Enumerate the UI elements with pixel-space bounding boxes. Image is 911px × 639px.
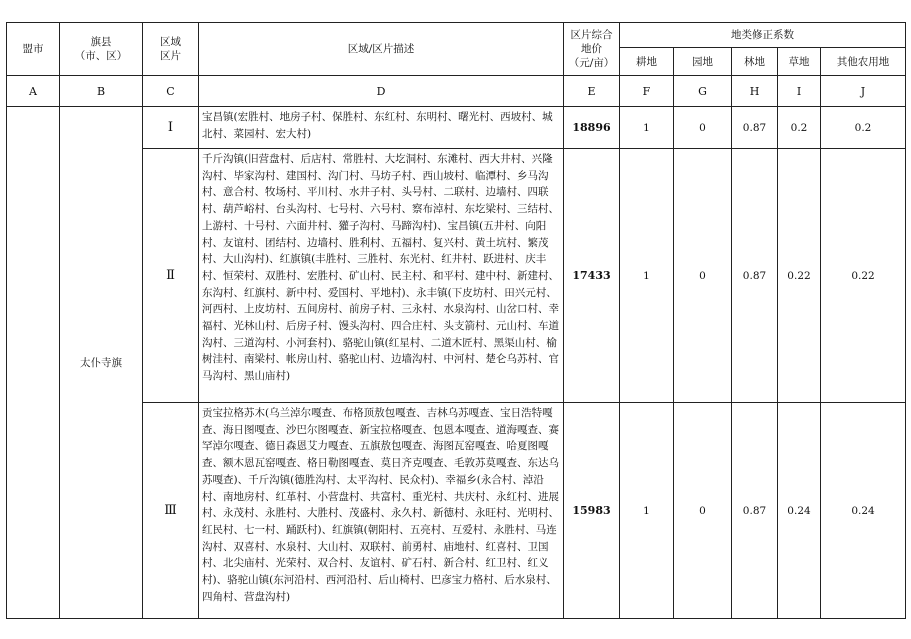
header-forest: 林地 xyxy=(732,48,778,76)
letter-j: J xyxy=(821,76,906,107)
coef-orchard: 0 xyxy=(674,107,732,149)
coef-orchard: 0 xyxy=(674,403,732,619)
zone-price: 15983 xyxy=(564,403,620,619)
coef-farmland: 1 xyxy=(620,149,674,403)
letter-d: D xyxy=(199,76,564,107)
letter-f: F xyxy=(620,76,674,107)
zone-label: Ⅲ xyxy=(143,403,199,619)
coef-grassland: 0.22 xyxy=(778,149,821,403)
letter-i: I xyxy=(778,76,821,107)
letter-b: B xyxy=(60,76,143,107)
coef-farmland: 1 xyxy=(620,107,674,149)
zone-description: 贡宝拉格苏木(乌兰淖尔嘎查、布格顶敖包嘎查、吉林乌苏嘎查、宝日浩特嘎查、海日图嘎查、沙巴尔图嘎查、新宝拉格嘎查、包恩本嘎查、道海嘎查、赛罕淖尔嘎查、德日森恩艾力嘎查、五旗敖包嘎查、海图瓦窑嘎查、哈夏图嘎查、额木恩瓦窑嘎查、格日勒图嘎查、莫日齐克嘎查、毛敦苏莫嘎查、东达乌苏嘎查)、千斤沟镇(德胜沟村、太平沟村、民众村)、幸福乡(永合村、淖沿村、南地房村、红革村、小营盘村、共富村、重光村、共庆村、永红村、进展村、永茂村、永胜村、大胜村、茂盛村、永久村、新德村、永旺村、光明村、红民村、七一村、踊跃村)、红旗镇(朝阳村、五亮村、互爱村、永胜村、马连沟村、双喜村、水泉村、大山村、双联村、前勇村、庙地村、红喜村、卫国村、北尖庙村、光荣村、双合村、友谊村、矿石村、新合村、红卫村、红义村)、骆驼山镇(东河沿村、西河沿村、后山椅村、巴彦宝力格村、后水泉村、四角村、营盘沟村) xyxy=(199,403,564,619)
coef-other-agri: 0.24 xyxy=(821,403,906,619)
coef-forest: 0.87 xyxy=(732,149,778,403)
zone-label: Ⅱ xyxy=(143,149,199,403)
county-name: 太仆寺旗 xyxy=(60,107,143,619)
coef-orchard: 0 xyxy=(674,149,732,403)
coef-other-agri: 0.2 xyxy=(821,107,906,149)
header-price: 区片综合 地价 （元/亩） xyxy=(564,23,620,76)
coef-grassland: 0.2 xyxy=(778,107,821,149)
coef-other-agri: 0.22 xyxy=(821,149,906,403)
letter-e: E xyxy=(564,76,620,107)
header-grassland: 草地 xyxy=(778,48,821,76)
header-farmland: 耕地 xyxy=(620,48,674,76)
header-league: 盟市 xyxy=(7,23,60,76)
land-price-table xyxy=(6,22,906,619)
header-zone: 区域 区片 xyxy=(143,23,199,76)
header-description: 区域/区片描述 xyxy=(199,23,564,76)
coef-forest: 0.87 xyxy=(732,107,778,149)
letter-g: G xyxy=(674,76,732,107)
letter-h: H xyxy=(732,76,778,107)
coef-farmland: 1 xyxy=(620,403,674,619)
zone-price: 17433 xyxy=(564,149,620,403)
league-cell xyxy=(7,107,60,619)
header-other-agri: 其他农用地 xyxy=(821,48,906,76)
letter-c: C xyxy=(143,76,199,107)
coef-forest: 0.87 xyxy=(732,403,778,619)
header-coef-group: 地类修正系数 xyxy=(620,23,906,48)
zone-description: 宝昌镇(宏胜村、地房子村、保胜村、东红村、东明村、曙光村、西坡村、城北村、菜园村、宏大村) xyxy=(199,107,564,149)
coef-grassland: 0.24 xyxy=(778,403,821,619)
zone-description: 千斤沟镇(旧营盘村、后店村、常胜村、大圪洞村、东滩村、西大井村、兴隆沟村、毕家沟村、建国村、沟门村、马坊子村、西山坡村、临潭村、乡马沟村、意合村、牧场村、平川村、水井子村、头号村、二联村、边墙村、四联村、葫芦峪村、台头沟村、七号村、六号村、察布淖村、东圪梁村、三结村、上游村、十号村、六面井村、獾子沟村、马蹄沟村)、宝昌镇(五井村、向阳村、友谊村、团结村、边墙村、胜利村、五福村、复兴村、黄土坑村、繁茂村、大山沟村)、红旗镇(丰胜村、三胜村、东光村、红井村、跃进村、庆丰村、恒荣村、双胜村、宏胜村、矿山村、民主村、和平村、建中村、新建村、东沟村、红旗村、新中村、爱国村、平地村)、永丰镇(下皮坊村、田兴元村、河西村、上皮坊村、五间房村、前房子村、三永村、水泉沟村、山岔口村、幸福村、光林山村、后房子村、馒头沟村、四合庄村、头支箭村、元山村、车道沟村、三道沟村、小河套村)、骆驼山镇(红星村、二道木匠村、黑渠山村、榆树洼村、南梁村、帐房山村、骆驼山村、边墙沟村、中河村、楚仑乌苏村、官马沟村、黑山庙村) xyxy=(199,149,564,403)
zone-label: Ⅰ xyxy=(143,107,199,149)
header-orchard: 园地 xyxy=(674,48,732,76)
table-row xyxy=(7,107,906,149)
letter-a: A xyxy=(7,76,60,107)
header-county: 旗县 （市、区） xyxy=(60,23,143,76)
zone-price: 18896 xyxy=(564,107,620,149)
